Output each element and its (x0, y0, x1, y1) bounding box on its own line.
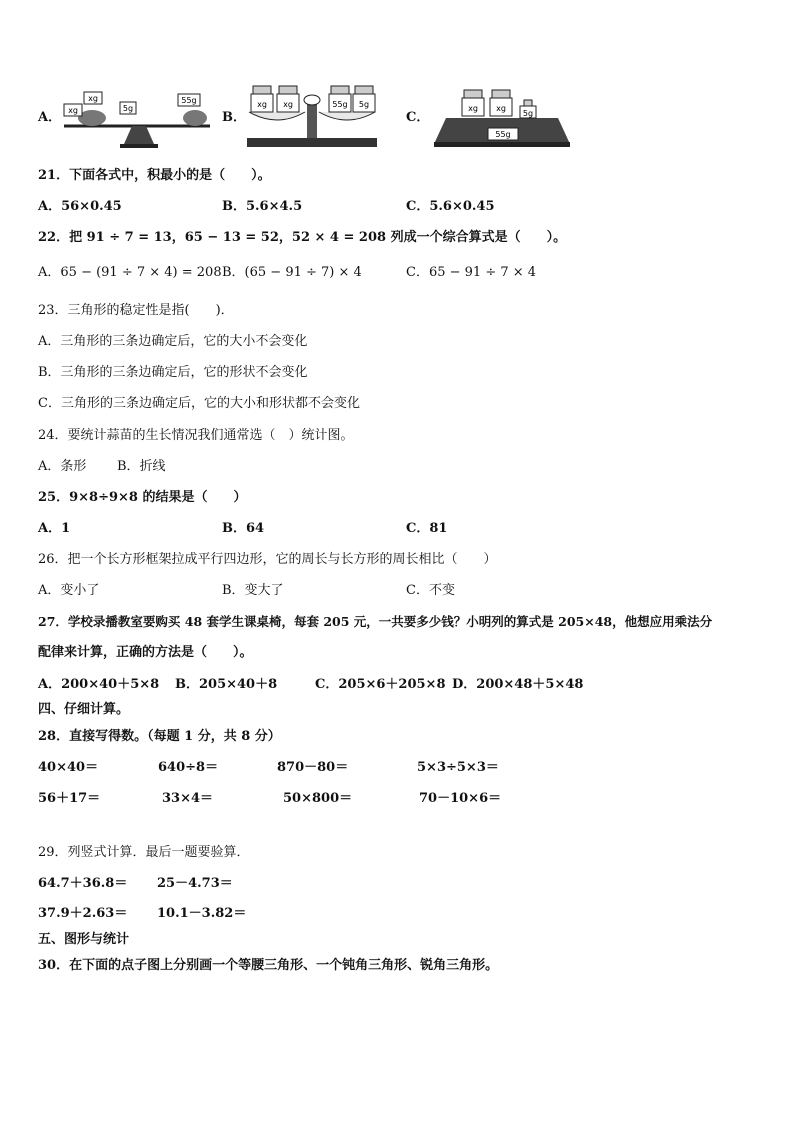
q25-option-a[interactable]: A．1 (38, 521, 71, 536)
q21-option-a[interactable]: A．56×0.45 (38, 199, 122, 214)
q29-item[interactable]: 25－4.73＝ (157, 876, 233, 891)
q25-option-b[interactable]: B．64 (222, 521, 265, 536)
q24-option-a[interactable]: A．条形 (38, 459, 87, 474)
q20-option-b-label[interactable]: B． (222, 110, 246, 125)
fig-c-w2: xg (496, 104, 506, 113)
q23-stem: 23．三角形的稳定性是指( )． (38, 303, 234, 318)
q21-option-c[interactable]: C．5.6×0.45 (406, 199, 495, 214)
fig-a-w1: xg (68, 106, 78, 115)
q30-stem: 30．在下面的点子图上分别画一个等腰三角形、一个钝角三角形、锐角三角形。 (38, 958, 499, 973)
balance-figure-c (432, 86, 572, 148)
q25-option-c[interactable]: C．81 (406, 521, 448, 536)
q26-option-a[interactable]: A．变小了 (38, 583, 100, 598)
fig-b-w2: xg (283, 100, 293, 109)
q27-option-a[interactable]: A．200×40＋5×8 (38, 677, 160, 692)
q29-stem: 29．列竖式计算．最后一题要验算． (38, 845, 250, 860)
q28-item[interactable]: 640÷8＝ (158, 760, 219, 775)
q28-item[interactable]: 56＋17＝ (38, 791, 101, 806)
fig-a-w4: 55g (181, 96, 197, 105)
q27-option-b[interactable]: B．205×40＋8 (175, 677, 278, 692)
balance-figure-b (243, 84, 381, 150)
q21-stem: 21．下面各式中，积最小的是（ ）。 (38, 168, 271, 183)
q24-stem: 24．要统计蒜苗的生长情况我们通常选（ ）统计图。 (38, 428, 354, 443)
q20-option-c-label[interactable]: C． (406, 110, 430, 125)
q27-option-d[interactable]: D．200×48＋5×48 (452, 677, 584, 692)
q24-option-b[interactable]: B．折线 (117, 459, 166, 474)
fig-b-w3: 55g (332, 100, 348, 109)
q27-stem-line1: 27．学校录播教室要购买 48 套学生课桌椅，每套 205 元，一共要多少钱？小明列的算式是 205×48，他想应用乘法分 (38, 614, 713, 629)
fig-a-w2: xg (88, 94, 98, 103)
fig-b-w1: xg (257, 100, 267, 109)
q23-option-b[interactable]: B．三角形的三条边确定后，它的形状不会变化 (38, 365, 308, 380)
q29-item[interactable]: 64.7＋36.8＝ (38, 876, 128, 891)
q25-stem: 25．9×8÷9×8 的结果是（ ） (38, 490, 247, 505)
q28-item[interactable]: 5×3÷5×3＝ (417, 760, 499, 775)
q22-option-a[interactable]: A．65 − (91 ÷ 7 × 4) = 208 (38, 265, 222, 280)
q22-stem: 22．把 91 ÷ 7 = 13，65 − 13 = 52，52 × 4 = 208 列成一个综合算式是（ ）。 (38, 230, 567, 245)
q28-item[interactable]: 40×40＝ (38, 760, 99, 775)
fig-c-w1: xg (468, 104, 478, 113)
q27-stem-line2: 配律来计算，正确的方法是（ ）。 (38, 645, 253, 660)
fig-c-w3: 5g (522, 109, 534, 118)
q23-option-a[interactable]: A．三角形的三条边确定后，它的大小不会变化 (38, 334, 308, 349)
q28-stem: 28．直接写得数。（每题 1 分，共 8 分） (38, 729, 281, 744)
q20-option-a-label[interactable]: A． (38, 110, 62, 125)
q29-item[interactable]: 10.1－3.82＝ (157, 906, 247, 921)
q21-option-b[interactable]: B．5.6×4.5 (222, 199, 303, 214)
q22-option-c[interactable]: C．65 − 91 ÷ 7 × 4 (406, 265, 537, 280)
q26-option-c[interactable]: C．不变 (406, 583, 455, 598)
q28-item[interactable]: 870－80＝ (277, 760, 349, 775)
balance-figure-a (60, 86, 218, 150)
q27-option-c[interactable]: C．205×6＋205×8 (315, 677, 446, 692)
q28-item[interactable]: 70－10×6＝ (419, 791, 502, 806)
q23-option-c[interactable]: C．三角形的三条边确定后，它的大小和形状都不会变化 (38, 396, 360, 411)
q26-option-b[interactable]: B．变大了 (222, 583, 284, 598)
fig-c-w4: 55g (495, 130, 511, 139)
section-5-heading: 五、图形与统计 (38, 932, 130, 947)
q28-item[interactable]: 50×800＝ (283, 791, 353, 806)
q28-item[interactable]: 33×4＝ (162, 791, 214, 806)
q22-option-b[interactable]: B．(65 − 91 ÷ 7) × 4 (222, 265, 362, 280)
fig-a-w3: 5g (122, 104, 134, 113)
section-4-heading: 四、仔细计算。 (38, 702, 130, 717)
fig-b-w4: 5g (358, 100, 370, 109)
q26-stem: 26．把一个长方形框架拉成平行四边形，它的周长与长方形的周长相比（ ） (38, 552, 497, 567)
q29-item[interactable]: 37.9＋2.63＝ (38, 906, 128, 921)
